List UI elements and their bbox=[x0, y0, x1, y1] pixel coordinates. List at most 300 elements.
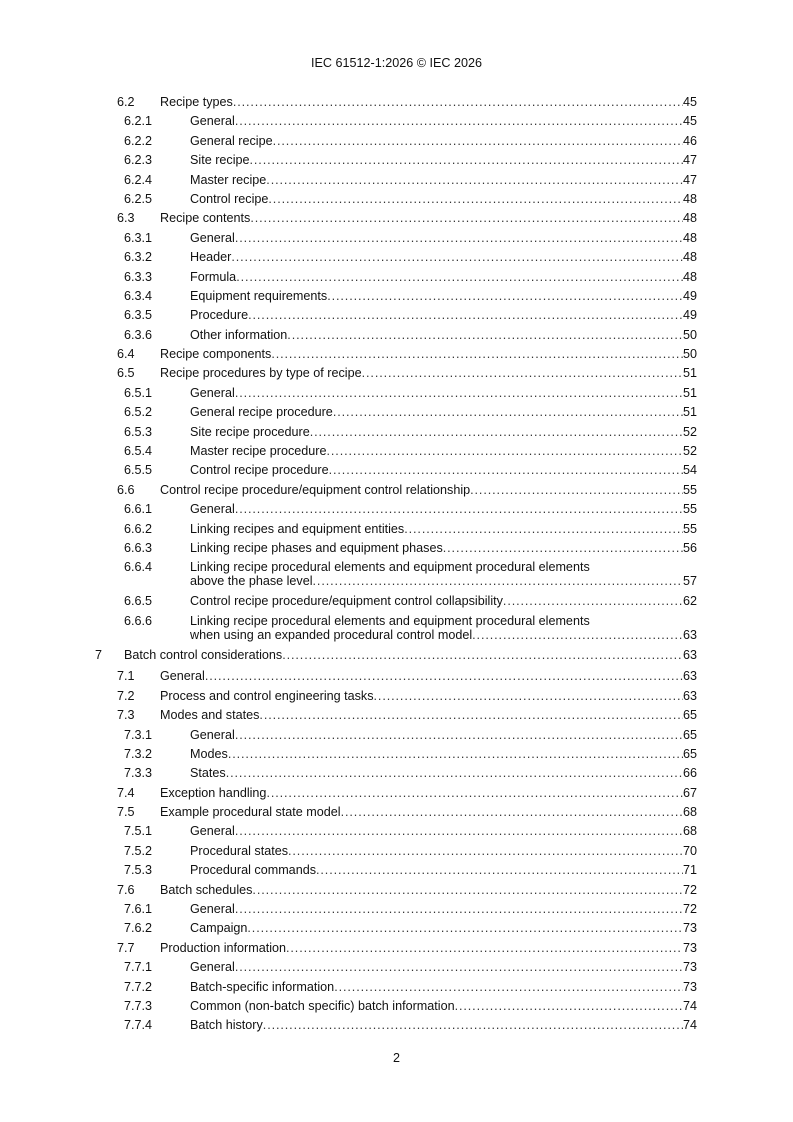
dot-leader bbox=[313, 574, 683, 588]
toc-entry[interactable] bbox=[0, 998, 793, 1017]
section-number: 6.3.3 bbox=[124, 269, 153, 284]
section-title: Site recipe procedure bbox=[190, 424, 310, 439]
page-ref: 51 bbox=[682, 385, 697, 400]
dot-leader bbox=[226, 766, 683, 780]
entry-body bbox=[190, 560, 697, 588]
section-number: 7.6 bbox=[117, 882, 135, 897]
toc-entry[interactable] bbox=[0, 959, 793, 978]
entry-line bbox=[190, 960, 697, 974]
section-title: Linking recipe phases and equipment phases bbox=[190, 540, 443, 555]
section-number: 7.3.2 bbox=[124, 746, 153, 761]
entry-body bbox=[160, 347, 697, 361]
section-number: 7.5.3 bbox=[124, 863, 153, 878]
page-ref: 49 bbox=[682, 308, 697, 323]
section-number: 6.6.2 bbox=[124, 521, 153, 536]
dot-leader bbox=[252, 883, 683, 897]
page-ref: 49 bbox=[682, 288, 697, 303]
page-ref: 63 bbox=[682, 688, 697, 703]
entry-body bbox=[190, 614, 697, 642]
section-number: 6.3 bbox=[117, 211, 135, 226]
section-number: 7.1 bbox=[117, 669, 135, 684]
toc-entry[interactable] bbox=[0, 113, 793, 132]
section-number: 7.7.3 bbox=[124, 999, 153, 1013]
page-ref: 73 bbox=[682, 960, 697, 975]
entry-body bbox=[190, 270, 697, 284]
toc-entry[interactable] bbox=[0, 172, 793, 191]
entry-line bbox=[160, 95, 697, 109]
entry-body bbox=[190, 173, 697, 187]
section-title: Procedural commands bbox=[190, 863, 316, 878]
page-ref: 72 bbox=[682, 882, 697, 897]
entry-line bbox=[190, 502, 697, 516]
toc-entry[interactable] bbox=[0, 230, 793, 249]
entry-body bbox=[160, 941, 697, 955]
section-title: when using an expanded procedural control model bbox=[190, 627, 473, 642]
page-ref: 55 bbox=[682, 521, 697, 536]
entry-body bbox=[160, 883, 697, 897]
entry-line bbox=[160, 366, 697, 380]
page-ref: 65 bbox=[682, 746, 697, 761]
dot-leader bbox=[231, 250, 683, 264]
toc-entry[interactable] bbox=[0, 346, 793, 365]
toc-entry[interactable] bbox=[0, 843, 793, 862]
page-ref: 47 bbox=[682, 172, 697, 187]
entry-line bbox=[160, 786, 697, 800]
section-title: above the phase level bbox=[190, 574, 313, 589]
dot-leader bbox=[455, 999, 683, 1013]
section-title: Control recipe procedure/equipment control relationship bbox=[160, 482, 471, 497]
section-title: General bbox=[190, 502, 235, 517]
toc-entry[interactable] bbox=[0, 862, 793, 881]
section-number: 7.5.2 bbox=[124, 843, 153, 858]
section-number: 6.3.6 bbox=[124, 327, 153, 342]
section-number: 6.6.3 bbox=[124, 540, 153, 555]
entry-line bbox=[190, 444, 697, 458]
page-ref: 45 bbox=[682, 114, 697, 129]
toc-entry[interactable] bbox=[0, 385, 793, 404]
section-title: Common (non-batch specific) batch information bbox=[190, 999, 455, 1013]
entry-body bbox=[190, 980, 697, 994]
dot-leader bbox=[316, 863, 683, 877]
entry-body bbox=[190, 522, 697, 536]
section-number: 7.5 bbox=[117, 805, 135, 820]
entry-line bbox=[190, 560, 697, 574]
section-title: Master recipe bbox=[190, 172, 267, 187]
section-title: General bbox=[190, 230, 235, 245]
entry-body bbox=[160, 366, 697, 380]
toc-entry[interactable] bbox=[0, 940, 793, 959]
dot-leader bbox=[235, 502, 683, 516]
entry-body bbox=[160, 669, 697, 683]
entry-line bbox=[190, 1018, 697, 1032]
page-ref: 50 bbox=[682, 347, 697, 362]
dot-leader bbox=[266, 786, 683, 800]
dot-leader bbox=[235, 902, 683, 916]
page-ref: 63 bbox=[682, 627, 697, 642]
dot-leader bbox=[250, 211, 683, 225]
toc-entry[interactable] bbox=[0, 765, 793, 784]
page-ref: 57 bbox=[682, 574, 697, 589]
entry-body bbox=[190, 541, 697, 555]
entry-line bbox=[190, 863, 697, 877]
section-title: General bbox=[160, 669, 205, 684]
entry-line bbox=[190, 628, 697, 642]
entry-line bbox=[190, 902, 697, 916]
section-number: 7.7 bbox=[117, 940, 135, 955]
entry-body bbox=[190, 289, 697, 303]
section-number: 6.5.3 bbox=[124, 424, 153, 439]
section-number: 6.6.6 bbox=[124, 613, 153, 628]
toc-entry[interactable] bbox=[0, 688, 793, 707]
dot-leader bbox=[248, 308, 683, 322]
entry-line bbox=[190, 386, 697, 400]
section-title: General bbox=[190, 902, 235, 917]
entry-line bbox=[190, 541, 697, 555]
entry-body bbox=[190, 405, 697, 419]
entry-body bbox=[190, 921, 697, 935]
dot-leader bbox=[235, 824, 683, 838]
entry-line bbox=[190, 824, 697, 838]
page-ref: 62 bbox=[682, 594, 697, 609]
section-title: Formula bbox=[190, 269, 237, 284]
entry-line bbox=[190, 250, 697, 264]
entry-line bbox=[190, 134, 697, 148]
section-number: 6.6 bbox=[117, 482, 135, 497]
toc-entry[interactable] bbox=[0, 133, 793, 152]
section-number: 6.3.1 bbox=[124, 230, 153, 245]
toc-entry[interactable] bbox=[0, 152, 793, 171]
entry-body bbox=[190, 902, 697, 916]
page-ref: 70 bbox=[682, 843, 697, 858]
toc-entry[interactable] bbox=[0, 94, 793, 113]
toc-entry[interactable] bbox=[0, 559, 793, 593]
entry-body bbox=[160, 211, 697, 225]
section-number: 6.5.4 bbox=[124, 444, 153, 459]
entry-body bbox=[160, 483, 697, 497]
section-title: General bbox=[190, 824, 235, 839]
toc-entry[interactable] bbox=[0, 540, 793, 559]
entry-line bbox=[160, 708, 697, 722]
section-title: Production information bbox=[160, 940, 287, 955]
dot-leader bbox=[273, 134, 683, 148]
section-number: 7.6.1 bbox=[124, 902, 153, 917]
section-title: General bbox=[190, 960, 235, 975]
entry-line bbox=[160, 211, 697, 225]
page-ref: 48 bbox=[682, 191, 697, 206]
toc-entry[interactable] bbox=[0, 901, 793, 920]
dot-leader bbox=[503, 594, 683, 608]
page-ref: 63 bbox=[682, 669, 697, 684]
section-title: Site recipe bbox=[190, 153, 250, 168]
dot-leader bbox=[236, 270, 683, 284]
page-ref: 68 bbox=[682, 824, 697, 839]
dot-leader bbox=[228, 747, 683, 761]
entry-body bbox=[190, 1018, 697, 1032]
entry-body bbox=[160, 95, 697, 109]
toc-entry[interactable] bbox=[0, 785, 793, 804]
page-ref: 65 bbox=[682, 727, 697, 742]
dot-leader bbox=[329, 463, 683, 477]
section-number: 7.3.1 bbox=[124, 727, 153, 742]
section-title: Linking recipe procedural elements and equipment procedural elements bbox=[190, 560, 590, 575]
toc-entry[interactable] bbox=[0, 613, 793, 647]
entry-line bbox=[190, 114, 697, 128]
section-number: 7.4 bbox=[117, 785, 135, 800]
entry-line bbox=[190, 614, 697, 628]
entry-body bbox=[190, 502, 697, 516]
entry-line bbox=[190, 231, 697, 245]
dot-leader bbox=[472, 628, 683, 642]
dot-leader bbox=[443, 541, 683, 555]
section-title: Other information bbox=[190, 327, 288, 342]
section-number: 6.2.1 bbox=[124, 114, 153, 129]
page-ref: 68 bbox=[682, 805, 697, 820]
section-number: 6.6.1 bbox=[124, 502, 153, 517]
toc-entry[interactable] bbox=[0, 920, 793, 939]
section-number: 6.6.5 bbox=[124, 594, 153, 609]
toc-entry[interactable] bbox=[0, 1017, 793, 1036]
section-title: Recipe contents bbox=[160, 211, 251, 226]
section-number: 6.3.2 bbox=[124, 250, 153, 265]
section-number: 6.3.5 bbox=[124, 308, 153, 323]
section-title: Modes bbox=[190, 746, 228, 761]
page-ref: 65 bbox=[682, 708, 697, 723]
toc-entry[interactable] bbox=[0, 482, 793, 501]
toc-entry[interactable] bbox=[0, 424, 793, 443]
page-ref: 63 bbox=[682, 647, 697, 662]
entry-line bbox=[160, 347, 697, 361]
entry-body bbox=[190, 231, 697, 245]
section-number: 6.4 bbox=[117, 347, 135, 362]
dot-leader bbox=[263, 1018, 683, 1032]
section-title: Equipment requirements bbox=[190, 288, 328, 303]
page-ref: 52 bbox=[682, 444, 697, 459]
toc-entry[interactable] bbox=[0, 288, 793, 307]
section-title: Modes and states bbox=[160, 708, 260, 723]
toc-entry[interactable] bbox=[0, 882, 793, 901]
entry-body bbox=[190, 328, 697, 342]
section-title: Recipe types bbox=[160, 95, 233, 109]
section-number: 6.3.4 bbox=[124, 288, 153, 303]
entry-line bbox=[124, 648, 697, 662]
dot-leader bbox=[266, 173, 683, 187]
entry-line bbox=[160, 689, 697, 703]
toc-entry[interactable] bbox=[0, 727, 793, 746]
entry-body bbox=[190, 444, 697, 458]
entry-line bbox=[190, 747, 697, 761]
entry-line bbox=[190, 153, 697, 167]
entry-body bbox=[190, 728, 697, 742]
toc-entry[interactable] bbox=[0, 462, 793, 481]
toc-entry[interactable] bbox=[0, 707, 793, 726]
page-ref: 48 bbox=[682, 269, 697, 284]
toc-entry[interactable] bbox=[0, 365, 793, 384]
dot-leader bbox=[233, 95, 683, 109]
section-title: Master recipe procedure bbox=[190, 444, 327, 459]
section-title: Recipe procedures by type of recipe bbox=[160, 366, 362, 381]
dot-leader bbox=[362, 366, 683, 380]
toc-entry[interactable] bbox=[0, 668, 793, 687]
toc-entry[interactable] bbox=[0, 501, 793, 520]
page-ref: 46 bbox=[682, 133, 697, 148]
dot-leader bbox=[282, 648, 683, 662]
toc-entry[interactable] bbox=[0, 191, 793, 210]
section-number: 6.5.1 bbox=[124, 385, 153, 400]
entry-line bbox=[160, 883, 697, 897]
section-title: Procedure bbox=[190, 308, 249, 323]
page-ref: 45 bbox=[682, 95, 697, 109]
page-ref: 55 bbox=[682, 502, 697, 517]
toc-entry[interactable] bbox=[0, 647, 793, 669]
section-title: Control recipe procedure/equipment control collapsibility bbox=[190, 594, 503, 609]
page-ref: 48 bbox=[682, 211, 697, 226]
entry-line bbox=[160, 483, 697, 497]
entry-line bbox=[190, 980, 697, 994]
entry-line bbox=[190, 921, 697, 935]
toc-entry[interactable] bbox=[0, 249, 793, 268]
toc-entry[interactable] bbox=[0, 746, 793, 765]
dot-leader bbox=[250, 153, 683, 167]
dot-leader bbox=[374, 689, 683, 703]
dot-leader bbox=[247, 921, 683, 935]
section-number: 6.2.3 bbox=[124, 153, 153, 168]
dot-leader bbox=[404, 522, 683, 536]
entry-body bbox=[160, 786, 697, 800]
page-ref: 52 bbox=[682, 424, 697, 439]
entry-body bbox=[190, 844, 697, 858]
entry-line bbox=[160, 805, 697, 819]
section-number: 7.7.2 bbox=[124, 979, 153, 994]
section-number: 7.7.1 bbox=[124, 960, 153, 975]
toc-entry[interactable] bbox=[0, 593, 793, 612]
dot-leader bbox=[288, 844, 683, 858]
table-of-contents bbox=[0, 94, 793, 1037]
section-number: 7 bbox=[95, 647, 103, 662]
entry-body bbox=[160, 805, 697, 819]
section-title: Process and control engineering tasks bbox=[160, 688, 374, 703]
dot-leader bbox=[271, 347, 683, 361]
section-title: Procedural states bbox=[190, 843, 289, 858]
section-number: 7.7.4 bbox=[124, 1018, 153, 1033]
entry-line bbox=[190, 289, 697, 303]
section-title: General recipe procedure bbox=[190, 405, 333, 420]
page-ref: 73 bbox=[682, 979, 697, 994]
dot-leader bbox=[286, 941, 683, 955]
entry-line bbox=[190, 308, 697, 322]
toc-entry[interactable] bbox=[0, 307, 793, 326]
toc-entry[interactable] bbox=[0, 404, 793, 423]
section-title: General recipe bbox=[190, 133, 273, 148]
page-ref: 56 bbox=[682, 540, 697, 555]
section-number: 6.2.5 bbox=[124, 191, 153, 206]
section-title: Example procedural state model bbox=[160, 805, 341, 820]
entry-line bbox=[190, 766, 697, 780]
section-number: 6.5.2 bbox=[124, 405, 153, 420]
page-ref: 48 bbox=[682, 230, 697, 245]
entry-line bbox=[160, 669, 697, 683]
entry-body bbox=[190, 134, 697, 148]
dot-leader bbox=[327, 444, 683, 458]
section-number: 7.3 bbox=[117, 708, 135, 723]
dot-leader bbox=[235, 231, 683, 245]
entry-line bbox=[190, 270, 697, 284]
dot-leader bbox=[205, 669, 683, 683]
dot-leader bbox=[235, 386, 683, 400]
section-title: General bbox=[190, 385, 235, 400]
page-ref: 48 bbox=[682, 250, 697, 265]
entry-body bbox=[190, 308, 697, 322]
entry-body bbox=[190, 863, 697, 877]
entry-body bbox=[160, 708, 697, 722]
section-title: Control recipe procedure bbox=[190, 463, 329, 478]
dot-leader bbox=[334, 980, 683, 994]
section-title: Control recipe bbox=[190, 191, 269, 206]
page-number: 2 bbox=[392, 1051, 400, 1065]
entry-body bbox=[124, 648, 697, 662]
toc-entry[interactable] bbox=[0, 327, 793, 346]
section-title: Header bbox=[190, 250, 232, 265]
section-number: 7.2 bbox=[117, 688, 135, 703]
section-number: 6.2.2 bbox=[124, 133, 153, 148]
toc-entry[interactable] bbox=[0, 979, 793, 998]
dot-leader bbox=[235, 114, 683, 128]
toc-entry[interactable] bbox=[0, 521, 793, 540]
dot-leader bbox=[268, 192, 683, 206]
section-title: Campaign bbox=[190, 921, 248, 936]
entry-body bbox=[190, 386, 697, 400]
entry-line bbox=[190, 405, 697, 419]
section-title: General bbox=[190, 114, 235, 129]
dot-leader bbox=[470, 483, 683, 497]
section-number: 6.2.4 bbox=[124, 172, 153, 187]
dot-leader bbox=[287, 328, 683, 342]
toc-entry[interactable] bbox=[0, 269, 793, 288]
dot-leader bbox=[333, 405, 683, 419]
entry-line bbox=[190, 328, 697, 342]
section-title: Linking recipes and equipment entities bbox=[190, 521, 405, 536]
page-ref: 73 bbox=[682, 940, 697, 955]
toc-entry[interactable] bbox=[0, 210, 793, 229]
entry-body bbox=[190, 999, 697, 1013]
entry-line bbox=[190, 192, 697, 206]
section-number: 6.6.4 bbox=[124, 560, 153, 575]
page-ref: 55 bbox=[682, 482, 697, 497]
entry-line bbox=[190, 574, 697, 588]
entry-line bbox=[190, 728, 697, 742]
entry-line bbox=[160, 941, 697, 955]
entry-body bbox=[190, 960, 697, 974]
toc-entry[interactable] bbox=[0, 804, 793, 823]
page-ref: 73 bbox=[682, 921, 697, 936]
entry-line bbox=[190, 463, 697, 477]
toc-entry[interactable] bbox=[0, 823, 793, 842]
section-number: 7.6.2 bbox=[124, 921, 153, 936]
dot-leader bbox=[341, 805, 683, 819]
section-title: Linking recipe procedural elements and equipment procedural elements bbox=[190, 613, 590, 628]
entry-line bbox=[190, 999, 697, 1013]
entry-line bbox=[190, 522, 697, 536]
section-title: Batch control considerations bbox=[124, 647, 283, 662]
entry-body bbox=[190, 824, 697, 838]
entry-body bbox=[190, 463, 697, 477]
dot-leader bbox=[259, 708, 683, 722]
entry-body bbox=[190, 766, 697, 780]
toc-entry[interactable] bbox=[0, 443, 793, 462]
section-number: 6.2 bbox=[117, 95, 135, 109]
section-title: Recipe components bbox=[160, 347, 272, 362]
entry-line bbox=[190, 844, 697, 858]
dot-leader bbox=[235, 960, 683, 974]
